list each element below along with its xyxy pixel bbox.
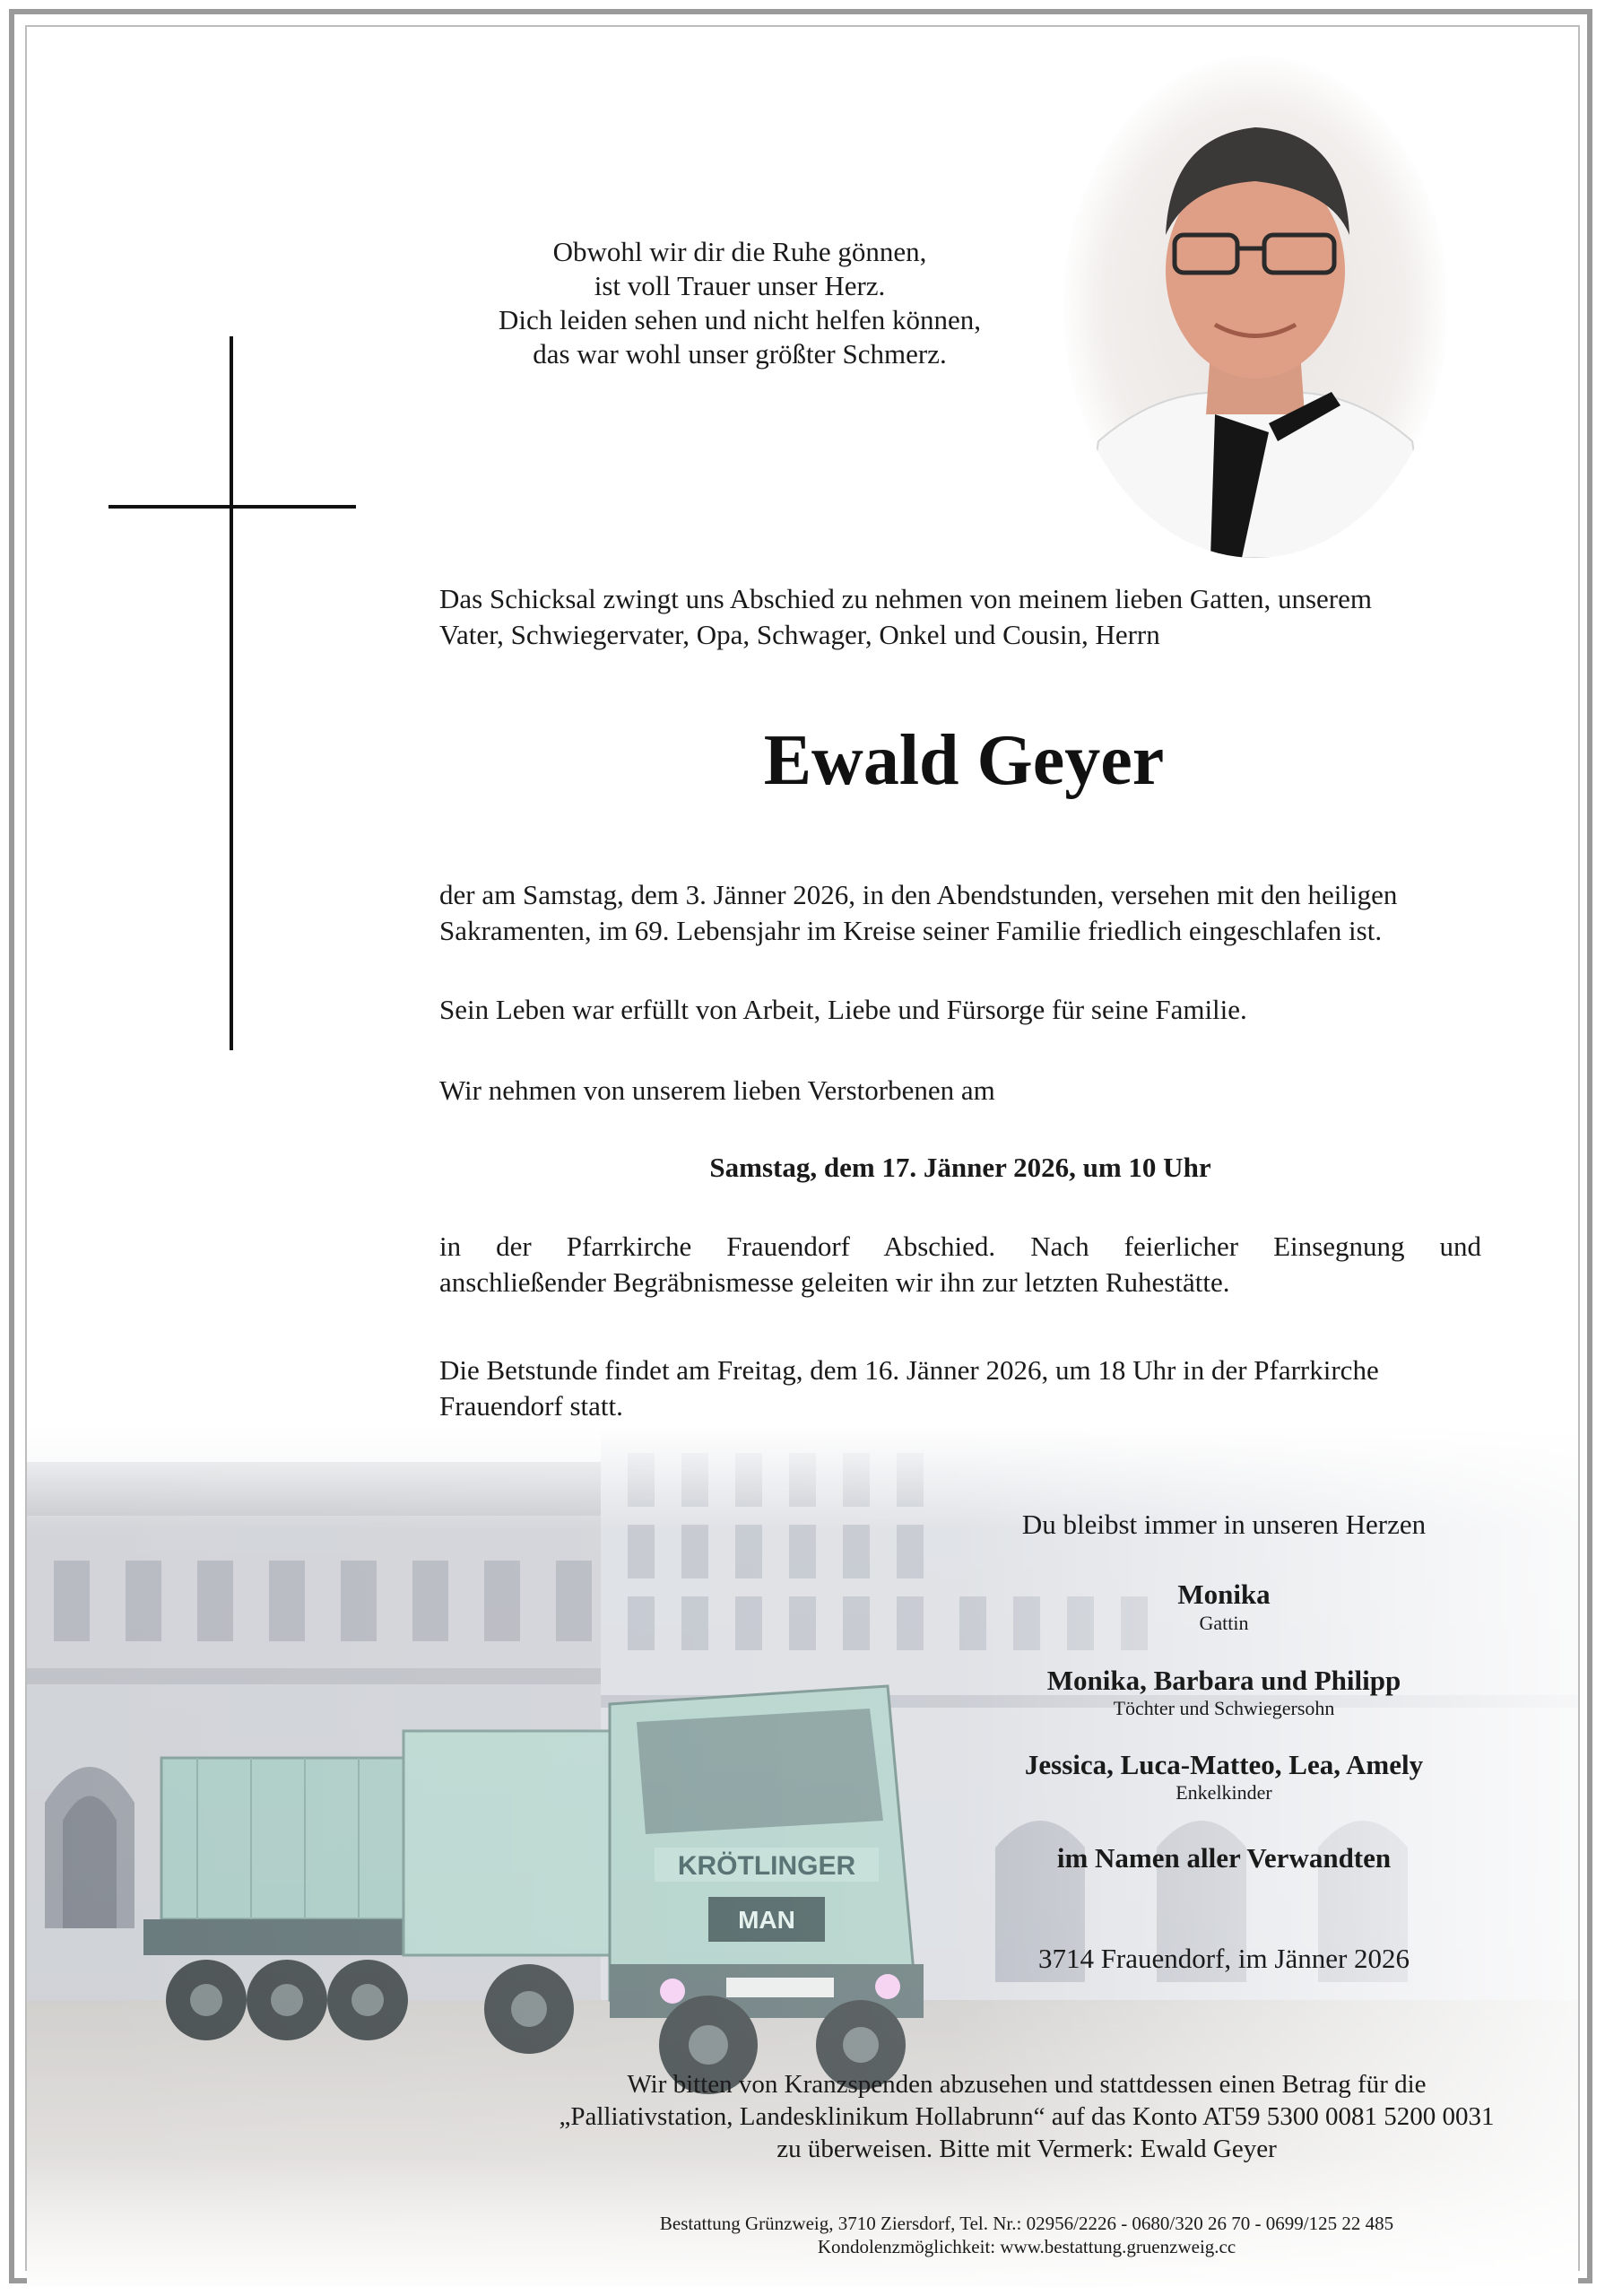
church-line: in der Pfarrkirche Frauendorf Abschied. Nach feierlicher Einsegnung und	[439, 1231, 1481, 1262]
church-line: anschließender Begräbnismesse geleiten wir ihn zur letzten Ruhestätte.	[439, 1266, 1230, 1298]
poem	[421, 235, 1058, 371]
death-line: Sakramenten, im 69. Lebensjahr im Kreise seiner Familie friedlich eingeschlafen ist.	[439, 915, 1383, 946]
all-relatives: im Namen aller Verwandten	[1056, 1842, 1392, 1874]
church-paragraph	[439, 1229, 1481, 1300]
poem-line: Obwohl wir dir die Ruhe gönnen,	[552, 236, 927, 267]
death-line: der am Samstag, dem 3. Jänner 2026, in den Abendstunden, versehen mit den heiligen	[439, 879, 1398, 910]
poem-line: ist voll Trauer unser Herz.	[594, 270, 886, 301]
undertaker-line: Kondolenzmöglichkeit: www.bestattung.gruenzweig.cc	[817, 2236, 1236, 2257]
donation-line: „Palliativstation, Landesklinikum Hollabrunn“ auf das Konto AT59 5300 0081 5200 0031	[559, 2102, 1495, 2131]
donation-line: Wir bitten von Kranzspenden abzusehen und stattdessen einen Betrag für die	[627, 2070, 1427, 2099]
portrait-photo	[1063, 56, 1448, 558]
intro-line: Vater, Schwiegervater, Opa, Schwager, Onkel und Cousin, Herrn	[439, 619, 1160, 650]
mourner-names: Monika	[1177, 1578, 1271, 1610]
mourners-motto: Du bleibst immer in unseren Herzen	[1021, 1509, 1427, 1540]
death-paragraph	[439, 877, 1481, 949]
life-sentence: Sein Leben war erfüllt von Arbeit, Liebe und Fürsorge für seine Familie.	[439, 994, 1247, 1025]
place-date: 3714 Frauendorf, im Jänner 2026	[1037, 1943, 1410, 1974]
funeral-date: Samstag, dem 17. Jänner 2026, um 10 Uhr	[709, 1152, 1211, 1183]
mourner-relation: Gattin	[1199, 1612, 1249, 1634]
mourner-relation: Töchter und Schwiegersohn	[1113, 1697, 1335, 1719]
undertaker-line: Bestattung Grünzweig, 3710 Ziersdorf, Tel. Nr.: 02956/2226 - 0680/320 26 70 - 0699/125 22 485	[659, 2213, 1394, 2234]
poem-line: das war wohl unser größter Schmerz.	[533, 338, 947, 370]
mourner-names: Monika, Barbara und Philipp	[1046, 1665, 1401, 1696]
cross-vertical-bar	[230, 336, 233, 1050]
donation-line: zu überweisen. Bitte mit Vermerk: Ewald Geyer	[776, 2135, 1277, 2163]
farewell-intro: Wir nehmen von unserem lieben Verstorbenen am	[439, 1074, 995, 1106]
cross-horizontal-bar	[108, 505, 356, 509]
donation-note	[502, 2068, 1551, 2165]
prayer-line: Die Betstunde findet am Freitag, dem 16. Jänner 2026, um 18 Uhr in der Pfarrkirche	[439, 1354, 1379, 1386]
mourner-names: Jessica, Luca-Matteo, Lea, Amely	[1024, 1749, 1424, 1780]
intro-paragraph	[439, 581, 1481, 653]
poem-line: Dich leiden sehen und nicht helfen können,	[498, 304, 982, 335]
prayer-line: Frauendorf statt.	[439, 1390, 623, 1422]
undertaker-info	[502, 2212, 1551, 2258]
prayer-paragraph	[439, 1352, 1481, 1424]
mourner-relation: Enkelkinder	[1176, 1781, 1272, 1804]
deceased-name: Ewald Geyer	[763, 721, 1165, 800]
intro-line: Das Schicksal zwingt uns Abschied zu nehmen von meinem lieben Gatten, unserem	[439, 583, 1372, 614]
